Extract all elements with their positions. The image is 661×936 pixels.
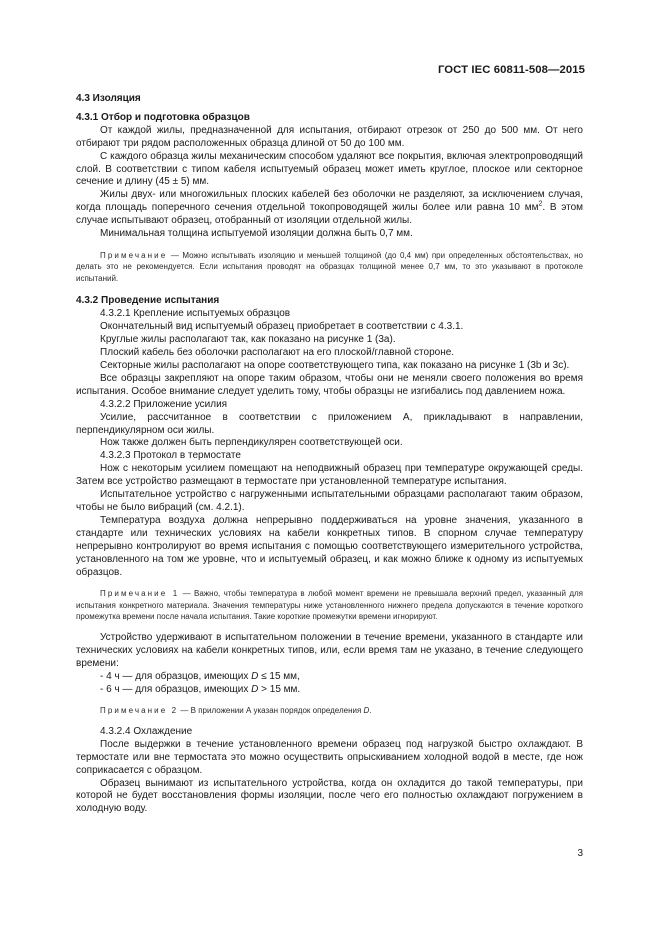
paragraph: После выдержки в течение установленного времени образец под нагрузкой быстро охлаждают. В термостате или вне термостата это можно осуществить опрыскиванием холодной водой в месте, где нож соприкасается с образцом. (76, 738, 583, 776)
note-label: Примечание (100, 250, 168, 260)
variable: D (251, 670, 259, 682)
text-run: Жилы двух- или многожильных плоских кабелей без оболочки не разделяют, за исключением случая, когда площадь поперечного сечения отдельной токопроводящей жилы более или равна 10 мм (76, 189, 583, 214)
paragraph: Минимальная толщина испытуемой изоляции должна быть 0,7 мм. (100, 228, 413, 240)
paragraph: Плоский кабель без оболочки располагают на его плоской/главной стороне. (100, 347, 455, 359)
text-run: > 15 мм. (258, 683, 301, 695)
paragraph: Испытательное устройство с нагруженными испытательными образцами располагают таким образом, чтобы не было вибраций (см. 4.2.1). (76, 489, 583, 513)
text-run: ≤ 15 мм, (258, 670, 300, 682)
note-text: — В приложении А указан порядок определения (180, 706, 364, 716)
subsection-title: 4.3.2.1 Крепление испытуемых образцов (100, 308, 291, 320)
text-run: - 4 ч — для образцов, имеющих (100, 670, 252, 682)
paragraph: Все образцы закрепляют на опоре таким образом, чтобы они не меняли своего положения во время испытания. Особое внимание следует уделить тому, чтобы образцы не изгибались под давлением ножа. (76, 372, 583, 397)
note-text: — Можно испытывать изоляцию и меньшей толщиной (до 0,4 мм) при определенных обстоятельствах, но делать это не рекомендуется. Если испытания проводят на образцах толщиной менее 0,7 мм, то это указывают в протоколе испытаний. (76, 250, 583, 283)
page-header: ГОСТ IEC 60811-508—2015 (437, 64, 585, 76)
text-run: . В этом случае испытывают образец, отобранный от изоляции отдельной жилы. (76, 202, 584, 227)
page-number: 3 (577, 848, 583, 859)
document-body (76, 93, 583, 816)
note-text: — Важно, чтобы температура в любой момент времени не превышала верхний предел, указанный для испытания конкретного материала. Значения температуры ниже установленного нижнего предела допускаются в течение короткого промежутка времени после начала испытания. Такие короткие промежутки времени игнорируют. (76, 589, 583, 622)
list-item (76, 684, 583, 697)
paragraph: Образец вынимают из испытательного устройства, когда он охладится до такой температуры, при которой не будет восстановления формы изоляции, после чего его полностью охлаждают погружением в холодную воду. (76, 777, 583, 815)
section-4-3-2-title: 4.3.2 Проведение испытания (76, 295, 220, 307)
subsection-title: 4.3.2.4 Охлаждение (100, 725, 193, 737)
subsection-title: 4.3.2.2 Приложение усилия (100, 398, 228, 410)
paragraph: От каждой жилы, предназначенной для испытания, отбирают отрезок от 250 до 500 мм. От него отбирают три рядом расположенных образца длиной от 50 до 100 мм. (76, 124, 583, 149)
note-1 (76, 588, 583, 623)
section-4-3-title: 4.3 Изоляция (76, 93, 141, 104)
variable: D (251, 683, 259, 695)
note (76, 250, 583, 285)
paragraph: Устройство удерживают в испытательном положении в течение времени, указанного в стандарте или технических условиях на кабели конкретных типов, или, если время там не указано, в течение следующего времени: (76, 631, 583, 669)
text-run: - 6 ч — для образцов, имеющих (100, 683, 252, 695)
paragraph: Нож с некоторым усилием помещают на неподвижный образец при температуре окружающей среды. Затем все устройство размещают в термостате при установленной температуре испытания. (76, 463, 583, 488)
list-item (76, 671, 583, 684)
paragraph: Окончательный вид испытуемый образец приобретает в соответствии с 4.3.1. (100, 321, 464, 333)
paragraph (76, 189, 583, 228)
paragraph: Секторные жилы располагают на опоре соответствующего типа, как показано на рисунке 1 (3b и 3c). (100, 360, 570, 371)
section-4-3-1-title: 4.3.1 Отбор и подготовка образцов (76, 111, 250, 123)
subsection-title: 4.3.2.3 Протокол в термостате (100, 450, 241, 462)
paragraph: С каждого образца жилы механическим способом удаляют все покрытия, включая электропроводящий слой. В соответствии с типом кабеля испытуемый образец может иметь круглое, плоское или секторное сечение и длину (45 ± 5) мм. (76, 150, 583, 188)
paragraph: Нож также должен быть перпендикулярен соответствующей оси. (100, 437, 403, 449)
text-run: . (369, 706, 372, 716)
paragraph: Температура воздуха должна непрерывно поддерживаться на уровне значения, указанного в стандарте или технических условиях на кабели конкретных типов. В спорном случае температуру непрерывно контролируют во время испытания с помощью соответствующего измерительного устройства, установленного на том же уровне, что и испытуемый образец, и как можно ближе к одному из испытуемых образцов. (76, 514, 583, 578)
paragraph: Круглые жилы располагают так, как показано на рисунке 1 (3а). (100, 334, 396, 346)
note-label: Примечание 1 (100, 589, 180, 599)
note-label: Примечание 2 (100, 706, 179, 716)
superscript: 2 (538, 200, 543, 208)
note-2 (76, 705, 583, 717)
paragraph: Усилие, рассчитанное в соответствии с приложением А, прикладывают в направлении, перпендикулярном оси жилы. (76, 411, 583, 436)
variable: D (363, 706, 370, 716)
